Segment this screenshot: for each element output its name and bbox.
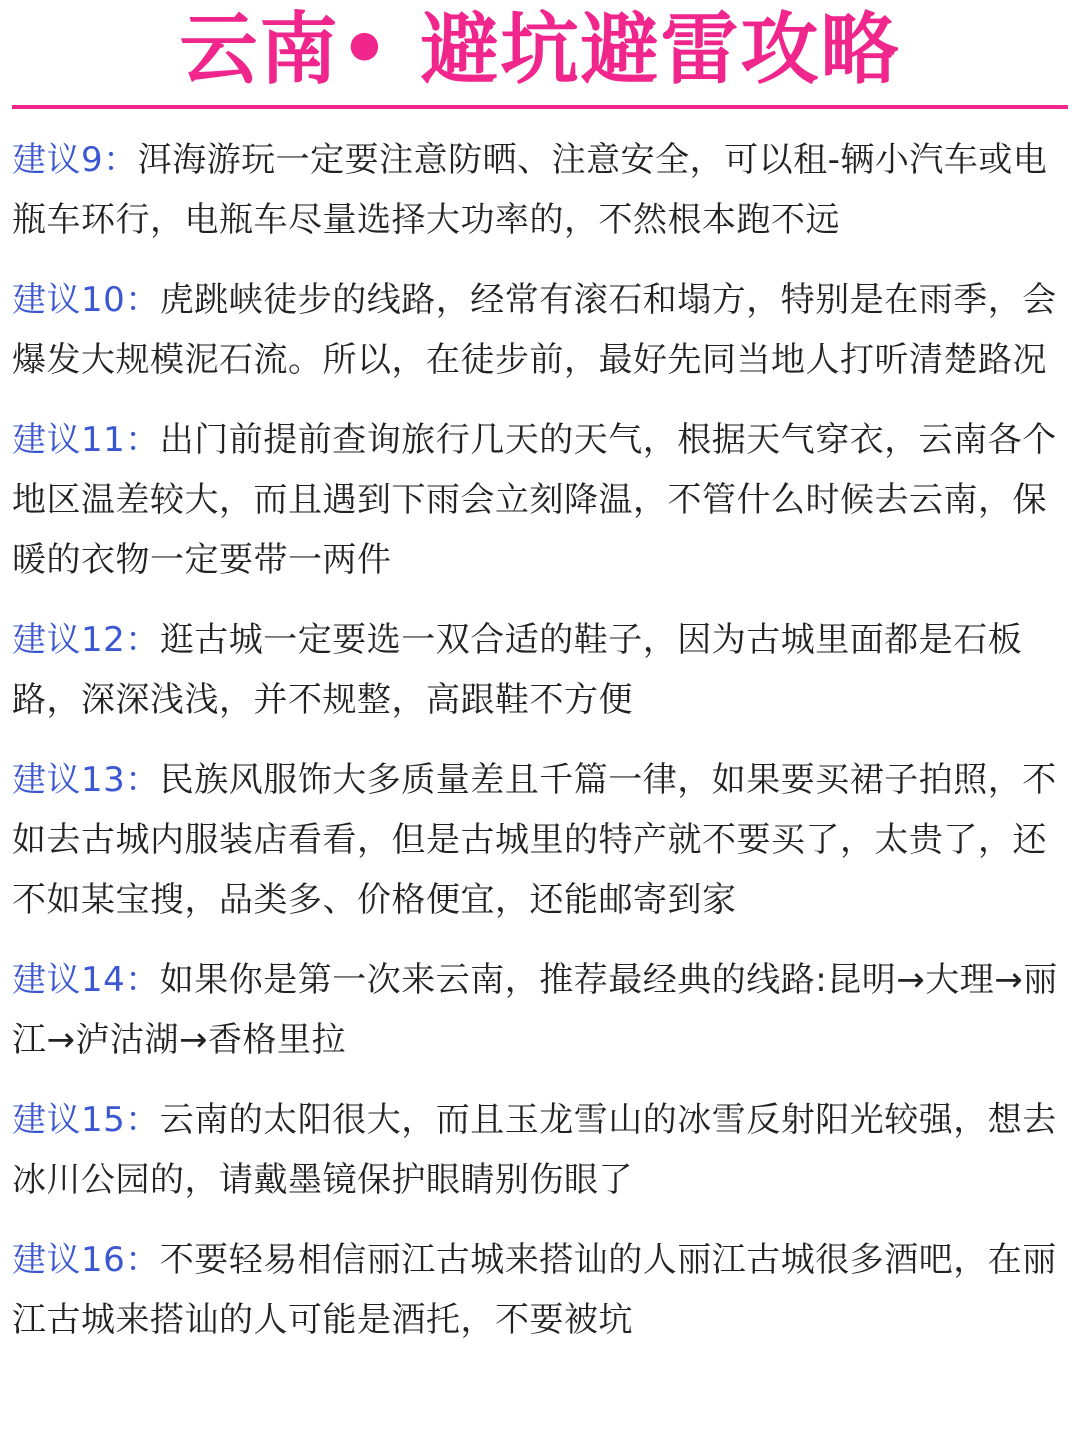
tip-text: 不要轻易相信丽江古城来搭讪的人丽江古城很多酒吧，在丽江古城来搭讪的人可能是酒托，不要被坑 xyxy=(12,1240,1057,1340)
tip-text: 出门前提前查询旅行几天的天气，根据天气穿衣，云南各个地区温差较大，而且遇到下雨会立刻降温，不管什么时候去云南，保暖的衣物一定要带一两件 xyxy=(12,420,1057,580)
tip-label: 建议9： xyxy=(12,140,138,180)
tip-label: 建议10： xyxy=(12,280,160,320)
tip-text: 云南的太阳很大，而且玉龙雪山的冰雪反射阳光较强，想去冰川公园的，请戴墨镜保护眼睛别伤眼了 xyxy=(12,1100,1057,1200)
tip-text: 洱海游玩一定要注意防晒、注意安全，可以租-辆小汽车或电瓶车环行，电瓶车尽量选择大功率的，不然根本跑不远 xyxy=(12,140,1048,240)
tip-item xyxy=(12,270,1072,390)
tip-text: 逛古城一定要选一双合适的鞋子，因为古城里面都是石板路，深深浅浅，并不规整，高跟鞋不方便 xyxy=(12,620,1023,720)
tip-label: 建议13： xyxy=(12,760,160,800)
tip-label: 建议12： xyxy=(12,620,160,660)
tip-label: 建议14： xyxy=(12,960,160,1000)
title-divider xyxy=(12,105,1068,109)
tip-item xyxy=(12,1090,1072,1210)
tip-label: 建议15： xyxy=(12,1100,160,1140)
tip-item xyxy=(12,610,1072,730)
tip-label: 建议11： xyxy=(12,420,160,460)
tips-list xyxy=(12,130,1072,1370)
tip-item xyxy=(12,130,1072,250)
tip-item xyxy=(12,410,1072,590)
tip-text: 如果你是第一次来云南，推荐最经典的线路:昆明→大理→丽江→泸沽湖→香格里拉 xyxy=(12,960,1058,1060)
tip-item xyxy=(12,950,1072,1070)
tip-text: 虎跳峡徒步的线路，经常有滚石和塌方，特别是在雨季，会爆发大规模泥石流。所以，在徒步前，最好先同当地人打听清楚路况 xyxy=(12,280,1057,380)
tip-item xyxy=(12,1230,1072,1350)
tip-label: 建议16： xyxy=(12,1240,160,1280)
tip-text: 民族风服饰大多质量差且千篇一律，如果要买裙子拍照，不如去古城内服装店看看，但是古城里的特产就不要买了，太贵了，还不如某宝搜，品类多、价格便宜，还能邮寄到家 xyxy=(12,760,1057,920)
page-title: 云南• 避坑避雷攻略 xyxy=(179,5,901,95)
tip-item xyxy=(12,750,1072,930)
